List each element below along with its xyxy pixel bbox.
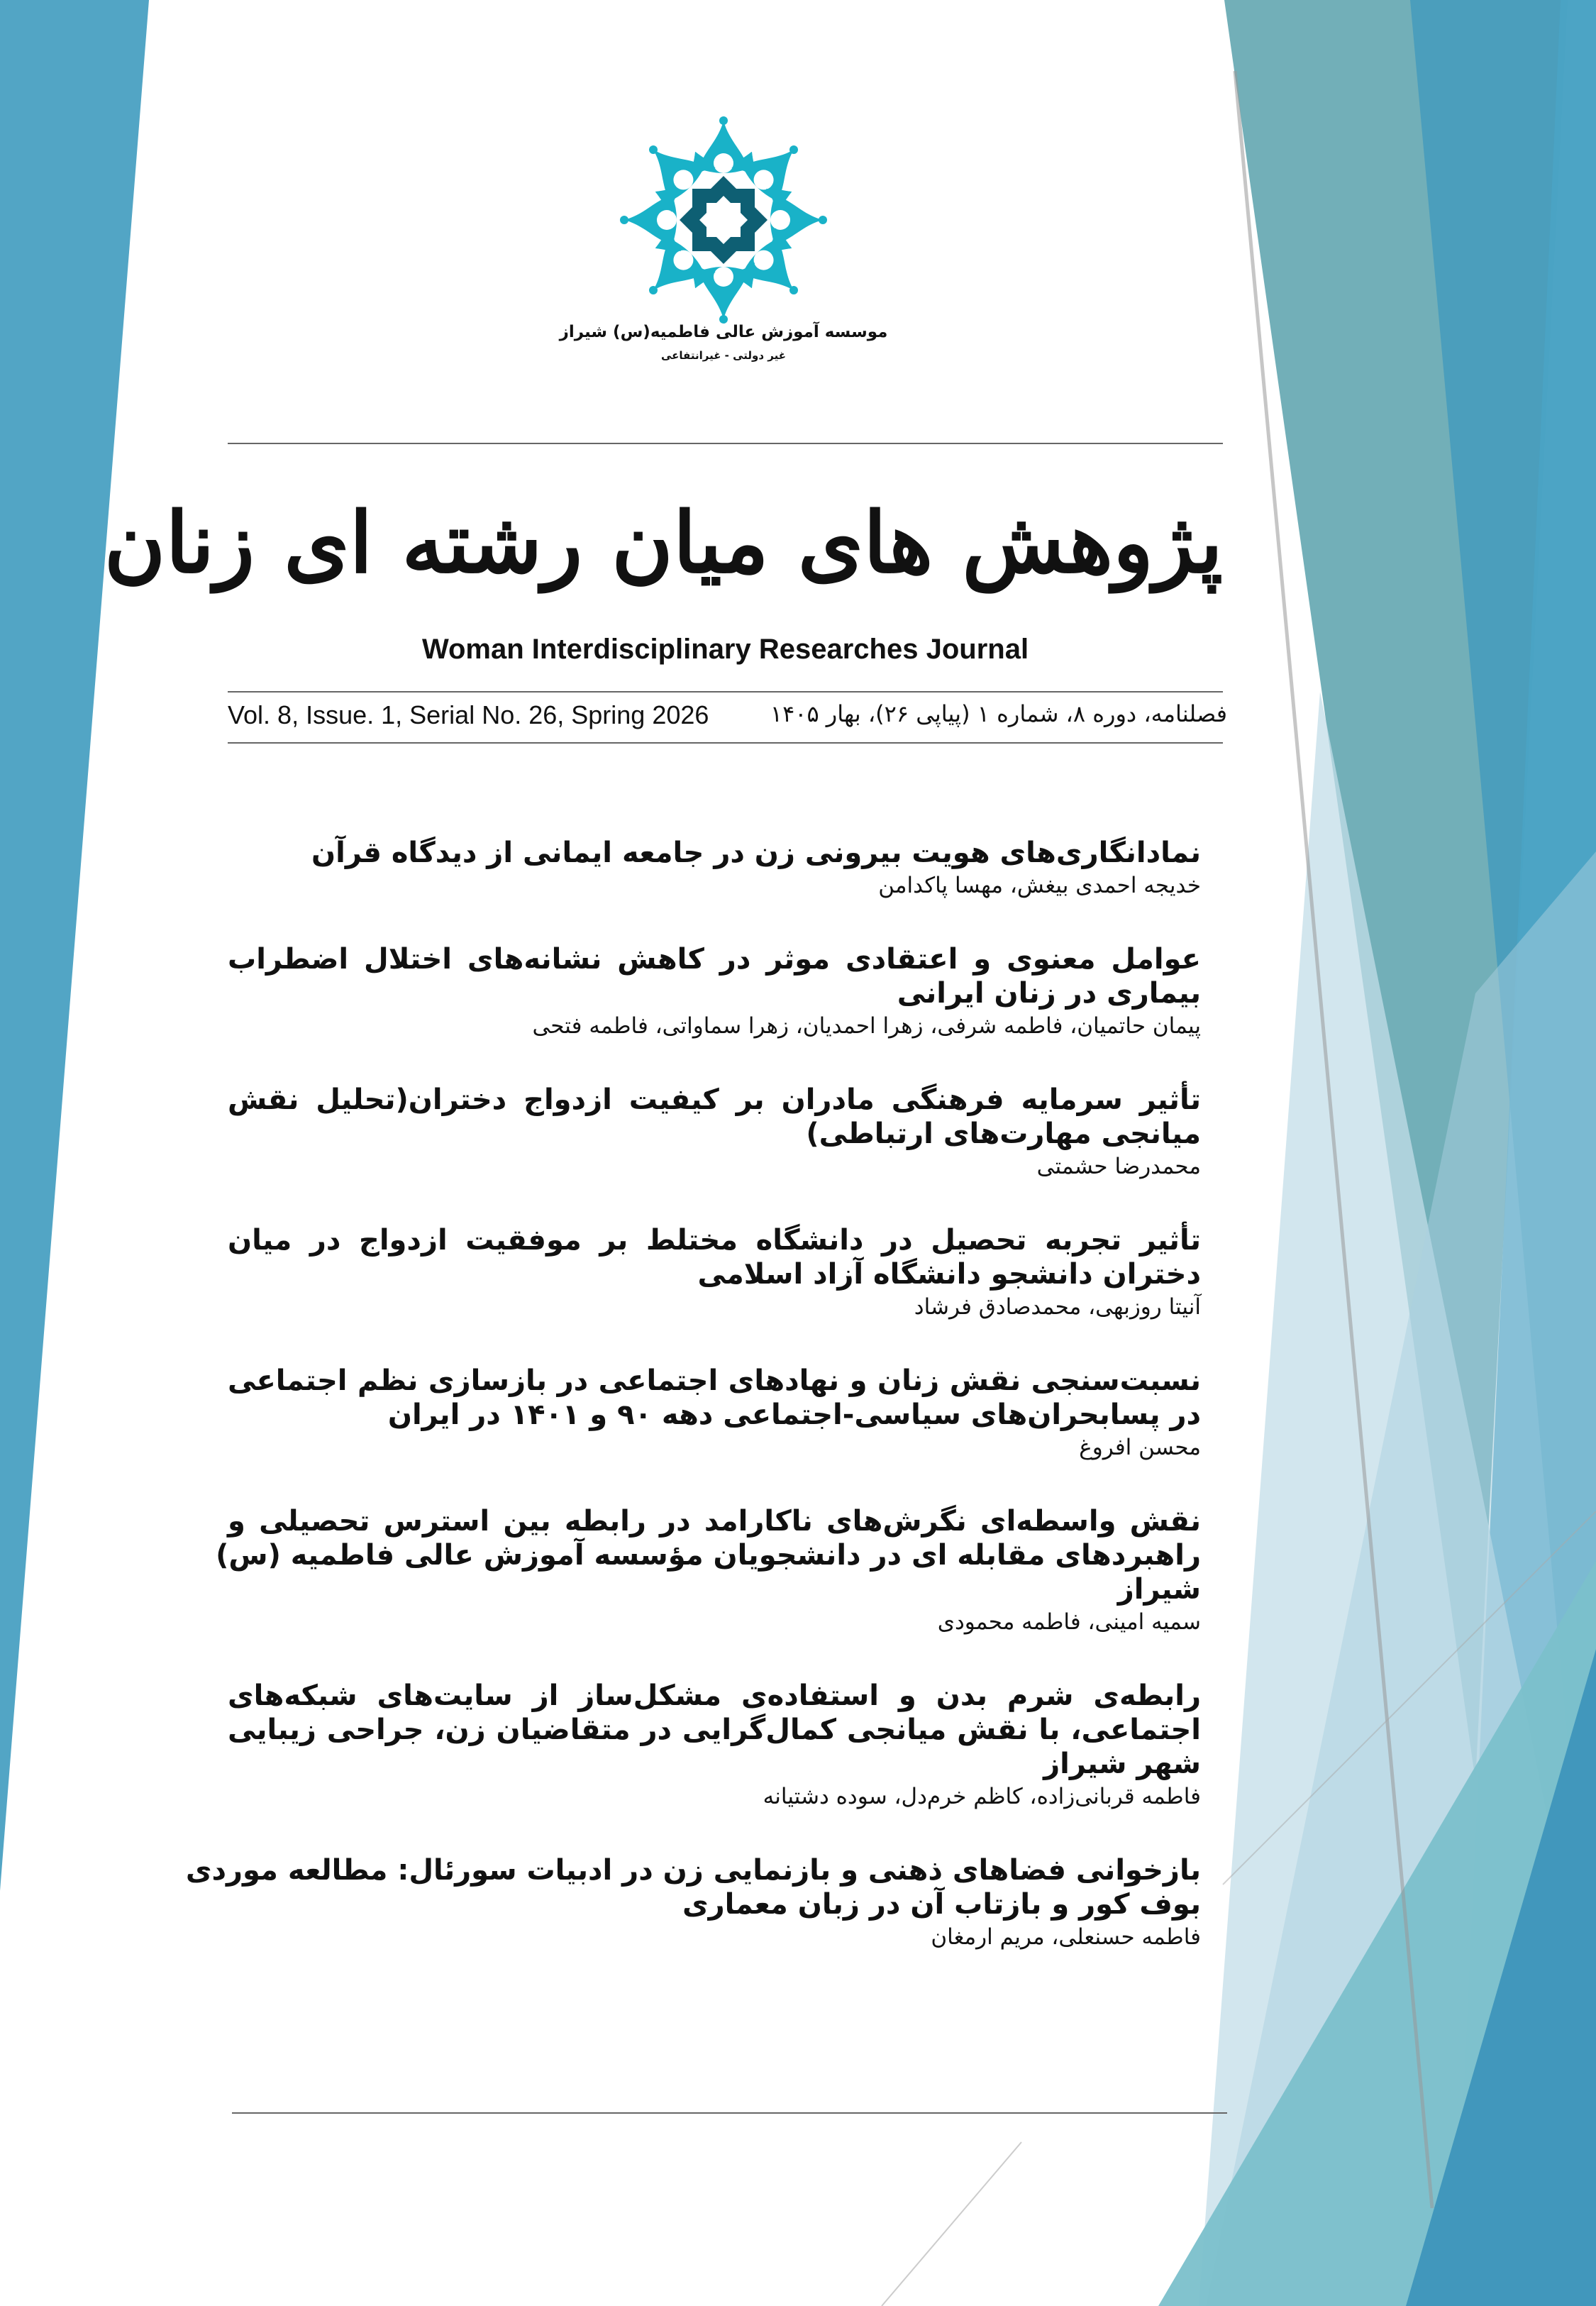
article-entry <box>228 1083 1201 1182</box>
institution-name: موسسه آموزش عالی فاطمیه(س) شیراز <box>559 323 888 341</box>
article-entry <box>228 836 1201 901</box>
article-title: راهبردهای مقابله ای در دانشجویان مؤسسه آموزش عالی فاطمیه (س) <box>216 1539 1201 1572</box>
article-title: بازخوانی فضاهای ذهنی و بازنمایی زن در ادبیات سورئال: مطالعه موردی <box>185 1854 1201 1887</box>
article-title: شیراز <box>1117 1573 1201 1606</box>
volume-info-fa: فصلنامه، دوره ۸، شماره ۱ (پیاپی ۲۶)، بهار ۱۴۰۵ <box>770 700 1227 727</box>
article-authors: خدیجه احمدی بیغش، مهسا پاکدامن <box>878 873 1201 898</box>
article-title: شهر شیراز <box>1043 1748 1201 1780</box>
article-title: دختران دانشجو دانشگاه آزاد اسلامی <box>697 1258 1201 1291</box>
divider <box>228 742 1223 744</box>
divider <box>228 443 1223 444</box>
article-title: رابطه‌ی شرم بدن و استفاده‌ی مشکل‌ساز از سایت‌های شبکه‌های <box>228 1679 1201 1712</box>
article-entry <box>228 1223 1201 1323</box>
volume-info-en: Vol. 8, Issue. 1, Serial No. 26, Spring 2026 <box>228 700 709 729</box>
journal-title-fa: پژوهش های میان رشته ای زنان <box>104 493 1223 592</box>
article-title: میانجی مهارت‌های ارتباطی) <box>806 1118 1201 1150</box>
article-title: نسبت‌سنجی نقش زنان و نهادهای اجتماعی در بازسازی نظم اجتماعی <box>228 1364 1201 1397</box>
article-title: نقش واسطه‌ای نگرش‌های ناکارامد در رابطه بین استرس تحصیلی و <box>228 1505 1201 1538</box>
gray-line <box>882 2142 1021 2306</box>
article-title: تأثیر تجربه تحصیل در دانشگاه مختلط بر موفقیت ازدواج در میان <box>228 1224 1201 1257</box>
article-authors: آنیتا روزبهی، محمدصادق فرشاد <box>914 1294 1201 1320</box>
left-blue-strip <box>0 0 149 1891</box>
divider <box>232 2112 1227 2114</box>
divider <box>228 691 1223 693</box>
article-title: بیماری در زنان ایرانی <box>897 977 1201 1010</box>
article-authors: سمیه امینی، فاطمه محمودی <box>937 1609 1201 1635</box>
article-title: اجتماعی، با نقش میانجی کمال‌گرایی در متقاضیان زن، جراحی زیبایی <box>228 1714 1201 1746</box>
institution-type: غیر دولتی - غیرانتفاعی <box>661 349 786 362</box>
institution-logo <box>617 114 830 326</box>
article-title: در پسابحران‌های سیاسی-اجتماعی دهه ۹۰ و ۱۴۰۱ در ایران <box>387 1399 1201 1431</box>
article-authors: محمدرضا حشمتی <box>1036 1154 1201 1179</box>
article-entry <box>228 942 1201 1042</box>
article-title: عوامل معنوی و اعتقادی موثر در کاهش نشانه‌های اختلال اضطراب <box>228 943 1201 976</box>
article-authors: پیمان حاتمیان، فاطمه شرفی، زهرا احمدیان، زهرا سماواتی، فاطمه فتحی <box>532 1013 1201 1039</box>
article-authors: محسن افروغ <box>1079 1435 1201 1460</box>
article-title: بوف کور و بازتاب آن در زبان معماری <box>682 1888 1201 1921</box>
article-title: تأثیر سرمایه فرهنگی مادران بر کیفیت ازدواج دختران(تحلیل نقش <box>228 1083 1201 1116</box>
article-authors: فاطمه حسنعلی، مریم ارمغان <box>931 1924 1201 1950</box>
article-authors: فاطمه قربانی‌زاده، کاظم خرم‌دل، سوده دشتیانه <box>763 1784 1201 1809</box>
article-entry <box>228 1679 1201 1812</box>
article-entry <box>185 1853 1201 1953</box>
article-entry <box>216 1504 1201 1638</box>
table-of-contents <box>185 836 1201 1994</box>
article-title: نمادانگاری‌های هویت بیرونی زن در جامعه ایمانی از دیدگاه قرآن <box>311 837 1201 869</box>
article-entry <box>228 1364 1201 1463</box>
journal-title-en: Woman Interdisciplinary Researches Journal <box>421 634 1029 665</box>
